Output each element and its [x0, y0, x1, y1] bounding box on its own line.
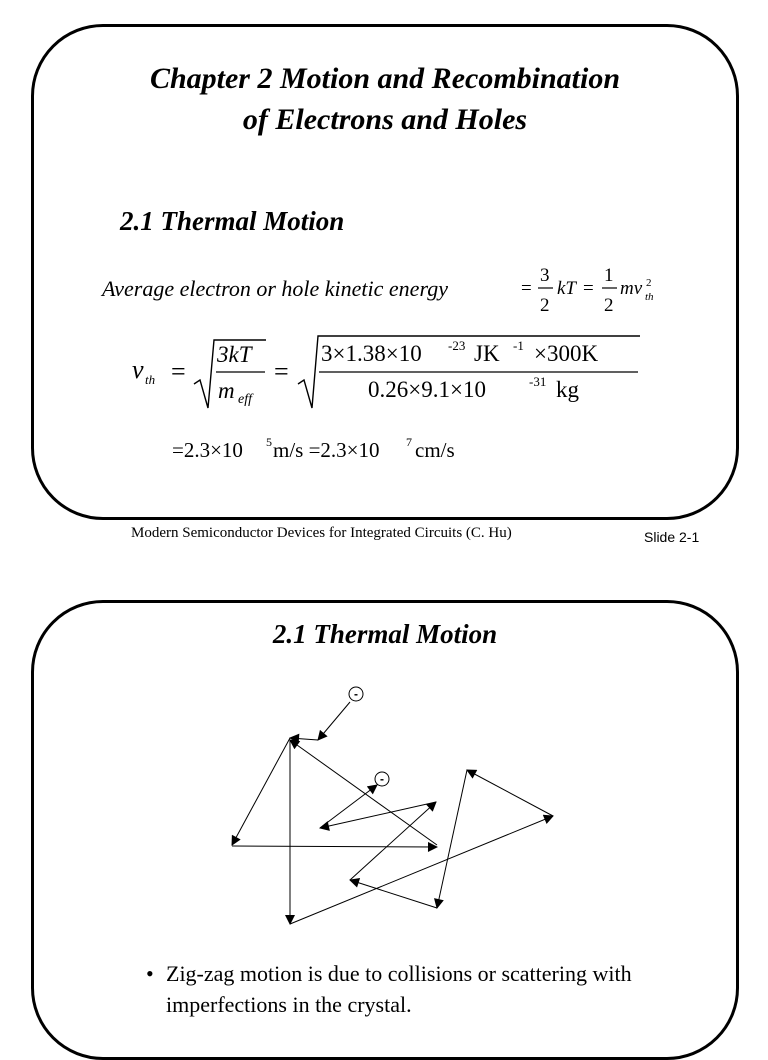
path-segment [232, 738, 290, 845]
superscript-2: 2 [646, 277, 652, 289]
path-segment [290, 738, 318, 740]
subscript-eff: eff [238, 392, 252, 407]
exponent-minus-1: -1 [513, 338, 524, 353]
chapter-title-line-2: of Electrons and Holes [242, 103, 528, 136]
denominator-part-a: 0.26×9.1×10 [368, 377, 486, 402]
equals-sign: = [583, 278, 594, 299]
zigzag-motion-diagram [220, 680, 570, 940]
denominator-part-b: kg [556, 377, 579, 402]
electron-symbol: - [380, 772, 384, 786]
path-segment [290, 740, 437, 845]
subscript-th: th [645, 291, 654, 303]
subscript-th: th [145, 372, 156, 387]
electron-icon [375, 772, 389, 786]
fraction-denominator: 2 [604, 295, 614, 316]
section-title: 2.1 Thermal Motion [272, 619, 498, 649]
equals-sign: = [274, 357, 289, 386]
path-segment [232, 846, 437, 847]
equals-sign: = [521, 278, 532, 299]
numerator-part-b: JK [474, 341, 500, 366]
fraction-numerator: 1 [604, 265, 614, 286]
numerator-part-a: 3×1.38×10 [321, 341, 422, 366]
path-segment [318, 702, 350, 740]
footer-text: Modern Semiconductor Devices for Integrated Circuits (C. Hu) [131, 525, 512, 541]
section-title: 2.1 Thermal Motion [120, 206, 345, 236]
bullet-text: Zig-zag motion is due to collisions or scattering with imperfections in the crystal. [166, 961, 632, 1017]
exponent-7: 7 [406, 435, 412, 449]
fraction-numerator: 3 [540, 265, 550, 286]
exponent-minus-23: -23 [448, 338, 466, 353]
path-segment [290, 816, 553, 924]
result-part-c: cm/s [415, 438, 455, 462]
chapter-title-line-1: Chapter 2 Motion and Recombination [149, 62, 621, 95]
mv-term: mv [620, 278, 643, 299]
electron-symbol: - [354, 687, 358, 701]
fraction-denominator: 2 [540, 295, 550, 316]
thermal-velocity-equation [128, 332, 648, 412]
path-segment [467, 770, 553, 816]
kinetic-energy-equation [518, 260, 668, 320]
exponent-minus-31: -31 [529, 374, 547, 389]
result-part-b: m/s =2.3×10 [273, 438, 380, 462]
exponent-5: 5 [266, 435, 272, 449]
electron-icon [349, 687, 363, 701]
chapter-title [31, 58, 739, 140]
mass-symbol: m [218, 378, 235, 403]
v-symbol: v [132, 355, 144, 384]
path-segment [437, 770, 467, 908]
velocity-result-equation [170, 428, 480, 468]
bullet-marker: • [146, 961, 154, 986]
kT-term: kT [557, 278, 576, 299]
sqrt-numerator: 3kT [217, 342, 252, 367]
equals-sign: = [171, 357, 186, 386]
result-part-a: =2.3×10 [172, 438, 243, 462]
numerator-part-c: ×300K [534, 341, 599, 366]
slide-number: Slide 2-1 [644, 529, 700, 545]
kinetic-energy-label: Average electron or hole kinetic energy [102, 276, 448, 301]
